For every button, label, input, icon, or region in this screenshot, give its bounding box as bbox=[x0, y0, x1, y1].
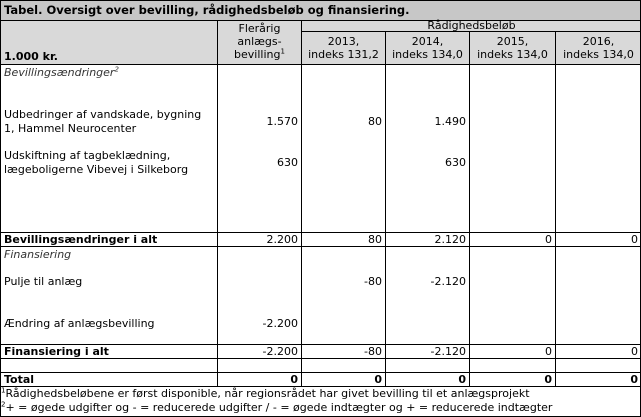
table-title: Tabel. Oversigt over bevilling, rådighedsbeløb og finansiering. bbox=[4, 3, 410, 17]
cell: 80 bbox=[368, 233, 382, 246]
year-header-2014: 2014, indeks 134,0 bbox=[392, 35, 463, 61]
col-rule-2 bbox=[301, 20, 302, 386]
row-label-vandskade: Udbedringer af vandskade, bygning 1, Hammel Neurocenter bbox=[4, 108, 202, 135]
cell: 0 bbox=[631, 233, 638, 246]
row-label-tagbeklaedning: Udskiftning af tagbeklædning, lægeboligerne Vibevej i Silkeborg bbox=[4, 149, 189, 176]
year-header-2015: 2015, indeks 134,0 bbox=[477, 35, 548, 61]
col-rule-3 bbox=[385, 31, 386, 386]
row-label-aendring: Ændring af anlægsbevilling bbox=[4, 317, 155, 330]
footnote-1: $^1$Rådighedsbeløbene er først disponible, når regionsrådet har givet bevilling til et anlægsprojekt bbox=[1, 386, 530, 400]
cell: 1.490 bbox=[434, 115, 466, 128]
cell: 0 bbox=[374, 373, 382, 386]
cell: -80 bbox=[364, 275, 382, 288]
cell: 0 bbox=[545, 233, 552, 246]
multi-year-header bbox=[218, 22, 301, 61]
cell: 0 bbox=[544, 373, 552, 386]
section-heading-finansiering: Finansiering bbox=[4, 248, 72, 261]
cell: -2.200 bbox=[262, 345, 298, 358]
cell: -2.120 bbox=[430, 275, 466, 288]
cell: 80 bbox=[368, 115, 382, 128]
multi-year-line1: Flerårig bbox=[238, 22, 281, 35]
cell: 630 bbox=[445, 156, 466, 169]
cell: 0 bbox=[458, 373, 466, 386]
col-rule-1 bbox=[217, 20, 218, 386]
cell: 1.570 bbox=[266, 115, 298, 128]
col-rule-4 bbox=[469, 31, 470, 386]
group-header: Rådighedsbeløb bbox=[427, 19, 516, 32]
col-rule-5 bbox=[555, 31, 556, 386]
cell: 0 bbox=[290, 373, 298, 386]
cell: -2.120 bbox=[430, 345, 466, 358]
rule-finansiering-total-bottom bbox=[0, 358, 641, 359]
cell: 0 bbox=[630, 373, 638, 386]
row-label-total: Total bbox=[4, 373, 35, 386]
rule-bevilling-total-bottom bbox=[0, 246, 641, 247]
row-label-pulje: Pulje til anlæg bbox=[4, 275, 83, 288]
cell: 630 bbox=[277, 156, 298, 169]
cell: 2.120 bbox=[434, 233, 466, 246]
rule-header-bottom bbox=[0, 64, 641, 65]
cell: 2.200 bbox=[266, 233, 298, 246]
cell: 0 bbox=[545, 345, 552, 358]
cell: 0 bbox=[631, 345, 638, 358]
cell: -80 bbox=[364, 345, 382, 358]
year-header-2016: 2016, indeks 134,0 bbox=[563, 35, 634, 61]
footnote-2: $^2$+ = øgede udgifter og - = reducerede udgifter / - = øgede indtægter og + = reducerede indtægter bbox=[1, 400, 553, 414]
row-label-finansiering-total: Finansiering i alt bbox=[4, 345, 109, 358]
section-heading-bevilling: Bevillingsændringer$^2$ bbox=[4, 65, 119, 79]
multi-year-line3: bevilling$^1$ bbox=[234, 47, 285, 61]
row-label-bevilling-total: Bevillingsændringer i alt bbox=[4, 233, 158, 246]
unit-label: 1.000 kr. bbox=[4, 50, 58, 63]
multi-year-line2: anlægs- bbox=[237, 35, 282, 48]
cell: -2.200 bbox=[262, 317, 298, 330]
year-header-2013: 2013, indeks 131,2 bbox=[308, 35, 379, 61]
